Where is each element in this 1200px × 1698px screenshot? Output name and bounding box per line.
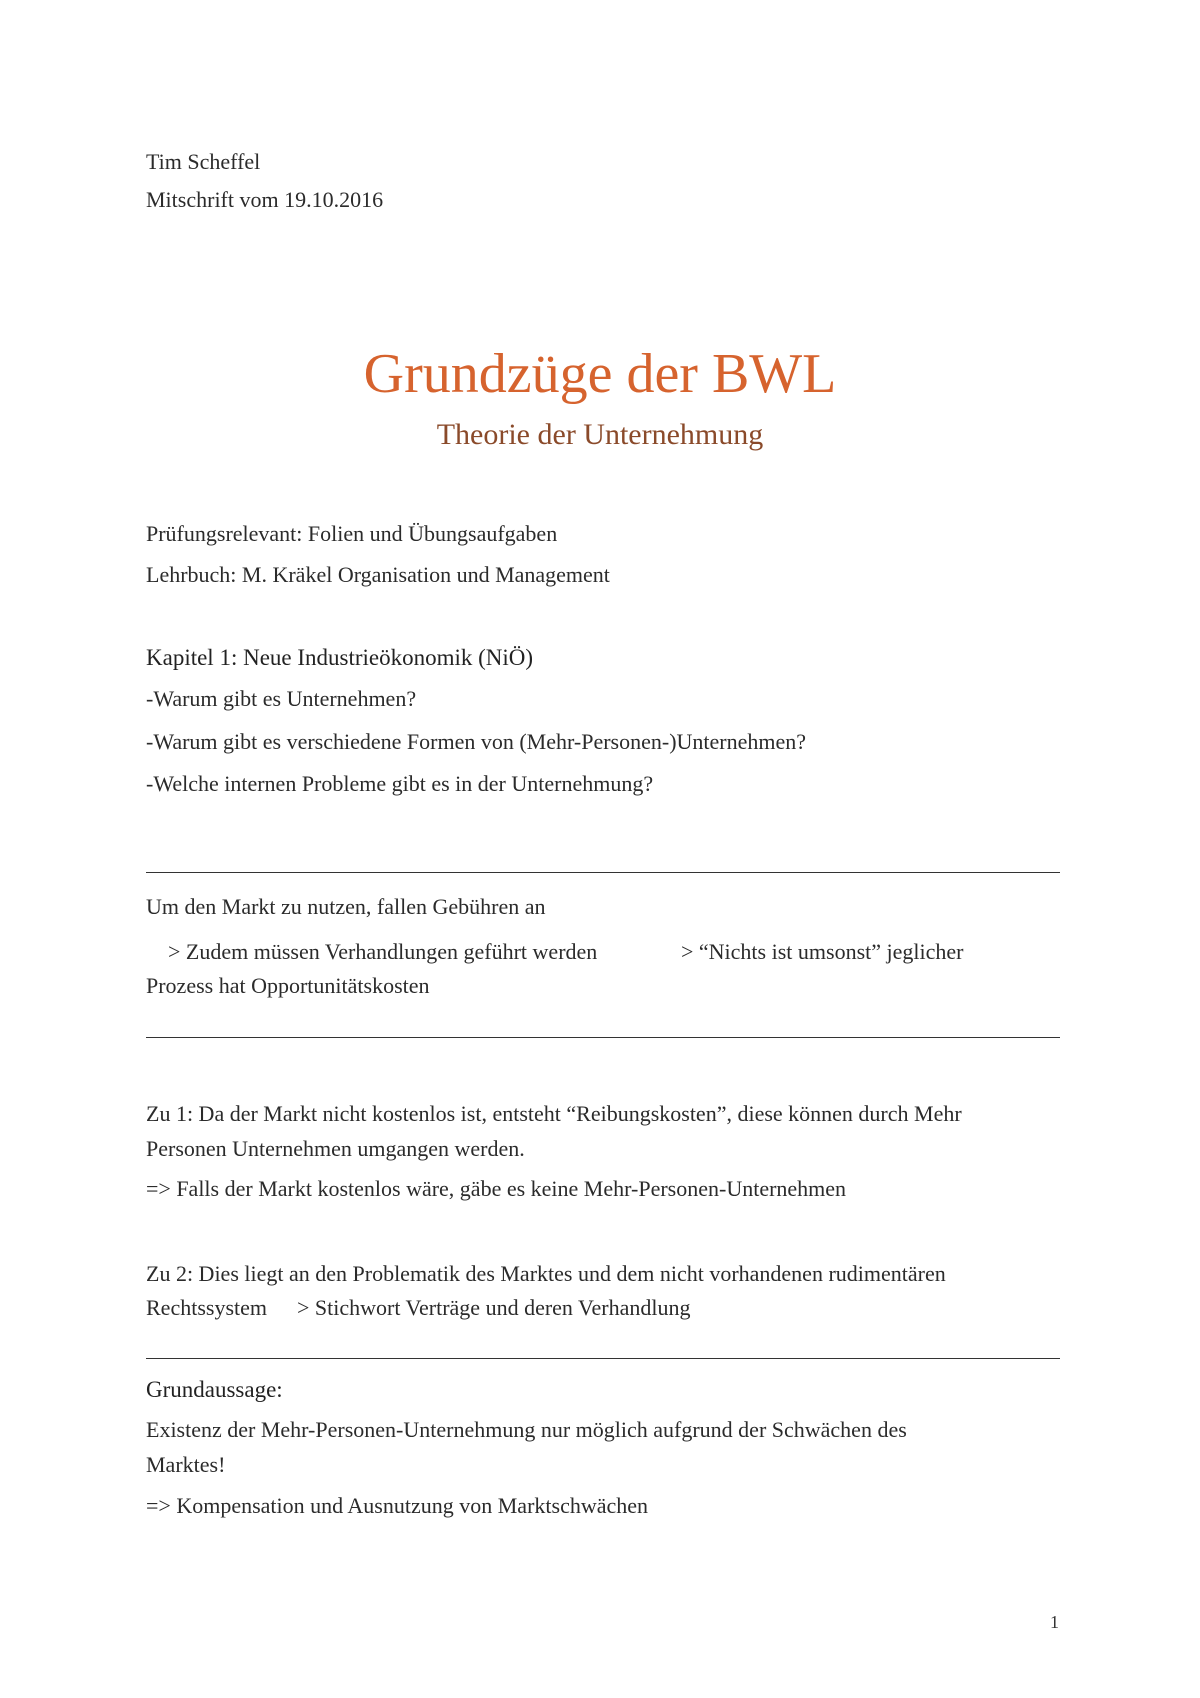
exam-relevant-note: Prüfungsrelevant: Folien und Übungsaufgaben bbox=[146, 521, 558, 546]
summary-conclusion: => Kompensation und Ausnutzung von Marktschwächen bbox=[146, 1493, 649, 1518]
answer-2-text: Zu 2: Dies liegt an den Problematik des Marktes und dem nicht vorhandenen rudimentären bbox=[146, 1261, 946, 1286]
summary-text-cont: Marktes! bbox=[146, 1452, 226, 1477]
nothing-free-note: > “Nichts ist umsonst” jeglicher bbox=[681, 939, 964, 964]
opportunity-cost-note: Prozess hat Opportunitätskosten bbox=[146, 973, 430, 998]
answer-2-keyword: > Stichwort Verträge und deren Verhandlung bbox=[297, 1295, 691, 1320]
chapter-question: -Welche internen Probleme gibt es in der Unternehmung? bbox=[146, 771, 654, 796]
summary-heading: Grundaussage: bbox=[146, 1377, 283, 1402]
divider bbox=[146, 1037, 1060, 1038]
document-subtitle: Theorie der Unternehmung bbox=[436, 418, 764, 451]
document-title: Grundzüge der BWL bbox=[363, 343, 837, 405]
textbook-note: Lehrbuch: M. Kräkel Organisation und Management bbox=[146, 562, 610, 587]
divider bbox=[146, 1358, 1060, 1359]
market-fee-note: Um den Markt zu nutzen, fallen Gebühren an bbox=[146, 894, 546, 919]
answer-1-text: Zu 1: Da der Markt nicht kostenlos ist, entsteht “Reibungskosten”, diese können durch Mehr bbox=[146, 1101, 962, 1126]
page-number: 1 bbox=[1050, 1612, 1059, 1632]
chapter-heading: Kapitel 1: Neue Industrieökonomik (NiÖ) bbox=[146, 645, 534, 670]
divider bbox=[146, 872, 1060, 873]
summary-text: Existenz der Mehr-Personen-Unternehmung nur möglich aufgrund der Schwächen des bbox=[146, 1417, 907, 1442]
chapter-question: -Warum gibt es verschiedene Formen von (Mehr-Personen-)Unternehmen? bbox=[146, 729, 807, 754]
author-name: Tim Scheffel bbox=[146, 149, 261, 174]
chapter-question: -Warum gibt es Unternehmen? bbox=[146, 686, 417, 711]
date-line: Mitschrift vom 19.10.2016 bbox=[146, 187, 384, 212]
answer-2-text-cont: Rechtssystem bbox=[146, 1295, 267, 1320]
answer-1-text-cont: Personen Unternehmen umgangen werden. bbox=[146, 1136, 525, 1161]
answer-1-conclusion: => Falls der Markt kostenlos wäre, gäbe es keine Mehr-Personen-Unternehmen bbox=[146, 1176, 847, 1201]
negotiation-note: > Zudem müssen Verhandlungen geführt werden bbox=[168, 939, 598, 964]
